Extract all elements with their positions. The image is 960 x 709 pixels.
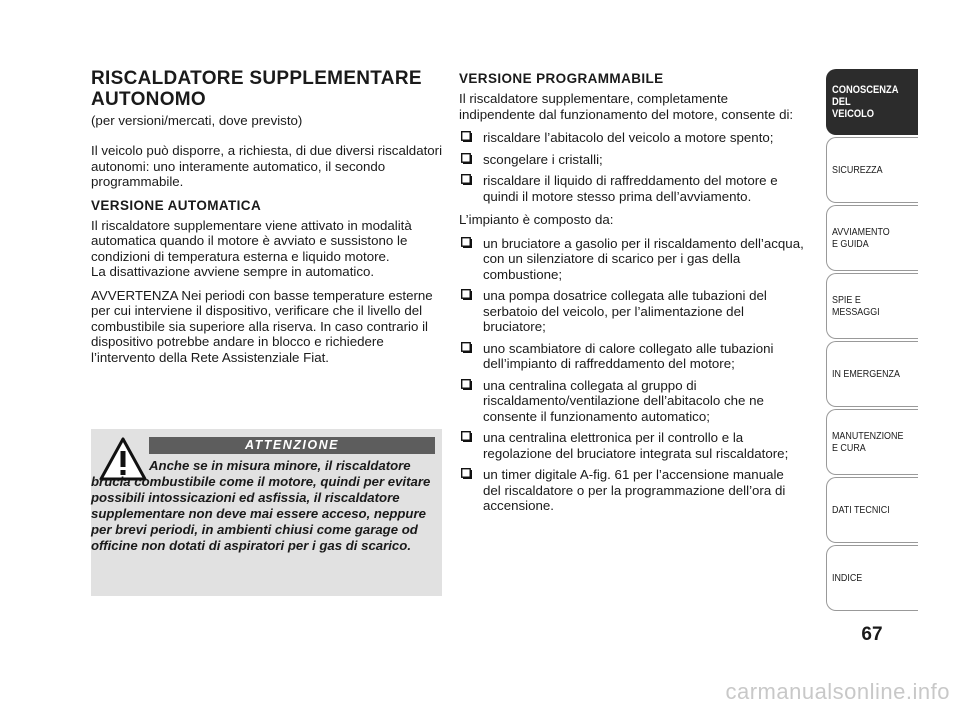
subtitle: (per versioni/mercati, dove previsto) <box>91 113 303 128</box>
title-line-1: RISCALDATORE SUPPLEMENTARE <box>91 68 422 89</box>
list-item: un bruciatore a gasolio per il riscaldamento dell’acqua, con un silenziatore di scarico per i gas della combustione; <box>459 236 804 283</box>
tab-in-emergenza[interactable]: IN EMERGENZA <box>826 341 918 407</box>
tab-sicurezza[interactable]: SICUREZZA <box>826 137 918 203</box>
list-item: uno scambiatore di calore collegato alle tubazioni dell’impianto di raffreddamento del motore; <box>459 341 804 372</box>
capability-list <box>459 130 804 204</box>
tab-dati-tecnici[interactable]: DATI TECNICI <box>826 477 918 543</box>
tab-indice[interactable]: INDICE <box>826 545 918 611</box>
components-list <box>459 236 804 514</box>
warning-text-block <box>91 458 436 554</box>
checkbox-bullet-icon <box>461 379 472 390</box>
auto-heading: VERSIONE AUTOMATICA <box>91 197 262 213</box>
tab-spie-e-messaggi[interactable]: SPIE E MESSAGGI <box>826 273 918 339</box>
checkbox-bullet-icon <box>461 174 472 185</box>
checkbox-bullet-icon <box>461 131 472 142</box>
auto-paragraph-2: La disattivazione avviene sempre in automatico. <box>91 264 375 279</box>
advisory-paragraph: AVVERTENZA Nei periodi con basse temperature esterne per cui interviene il dispositivo, verificare che il livello del combustibile sia superiore alla riserva. In caso contrario il dispositivo potrebbe andare in blocco e richiedere l’intervento della Rete Assistenziale Fiat. <box>91 287 433 365</box>
prog-heading: VERSIONE PROGRAMMABILE <box>459 71 664 86</box>
list-item: riscaldare il liquido di raffreddamento del motore e quindi il motore stesso prima dell’avviamento. <box>459 173 804 204</box>
checkbox-bullet-icon <box>461 342 472 353</box>
checkbox-bullet-icon <box>461 431 472 442</box>
list-item: una centralina collegata al gruppo di riscaldamento/ventilazione dell’abitacolo che ne consente il funzionamento automatico; <box>459 378 804 425</box>
page-title <box>91 68 443 110</box>
list-item: scongelare i cristalli; <box>459 152 804 168</box>
auto-paragraph: Il riscaldatore supplementare viene attivato in modalità automatica quando il motore è avviato e sussistono le condizioni di temperatura esterna e liquido motore. <box>91 217 412 264</box>
components-intro: L’impianto è composto da: <box>459 212 614 227</box>
list-item: riscaldare l’abitacolo del veicolo a motore spento; <box>459 130 804 146</box>
tab-avviamento-e-guida[interactable]: AVVIAMENTO E GUIDA <box>826 205 918 271</box>
page-number: 67 <box>861 624 883 645</box>
title-line-2: AUTONOMO <box>91 89 206 110</box>
warning-text: Anche se in misura minore, il riscaldatore brucia combustibile come il motore, quindi per evitare possibili intossicazioni ed asfissia, il riscaldatore supplementare non deve mai essere acceso, neppure per brevi periodi, in ambienti chiusi come garage od officine non dotati di aspiratori per i gas di scarico. <box>91 458 431 553</box>
left-column <box>91 68 443 373</box>
list-item: un timer digitale A-fig. 61 per l’accensione manuale del riscaldatore o per la programmazione dell’ora di accensione. <box>459 467 804 514</box>
warning-box <box>91 429 442 596</box>
list-item: una centralina elettronica per il controllo e la regolazione del bruciatore integrata sul riscaldatore; <box>459 430 804 461</box>
tab-conoscenza-del-veicolo[interactable]: CONOSCENZA DEL VEICOLO <box>826 69 918 135</box>
intro-paragraph: Il veicolo può disporre, a richiesta, di due diversi riscaldatori autonomi: uno interamente automatico, il secondo programmabile. <box>91 143 443 189</box>
checkbox-bullet-icon <box>461 153 472 164</box>
checkbox-bullet-icon <box>461 468 472 479</box>
footer-watermark: carmanualsonline.info <box>725 679 950 704</box>
checkbox-bullet-icon <box>461 289 472 300</box>
warning-label: ATTENZIONE <box>149 437 435 454</box>
tab-manutenzione-e-cura[interactable]: MANUTENZIONE E CURA <box>826 409 918 475</box>
checkbox-bullet-icon <box>461 237 472 248</box>
prog-intro: Il riscaldatore supplementare, completamente indipendente dal funzionamento del motore, consente di: <box>459 91 794 122</box>
right-column <box>459 68 804 522</box>
list-item: una pompa dosatrice collegata alle tubazioni del serbatoio del veicolo, per l’alimentazione del bruciatore; <box>459 288 804 335</box>
section-tabs <box>826 69 918 613</box>
